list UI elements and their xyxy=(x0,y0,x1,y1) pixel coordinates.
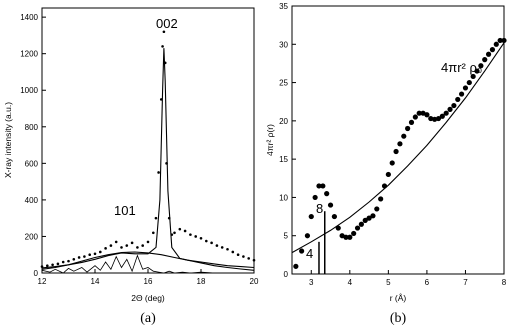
panel-a-data-point xyxy=(253,259,256,262)
panel-b-y-ticks xyxy=(279,2,296,279)
panel-b-data-point xyxy=(405,126,410,131)
panel-b-y-tick-label: 30 xyxy=(279,40,288,50)
panel-a-x-axis-label: 2Θ (deg) xyxy=(131,293,165,303)
panel-a-data-point xyxy=(136,246,139,249)
panel-b-y-tick-label: 20 xyxy=(279,116,288,126)
panel-a-data-point xyxy=(216,244,219,247)
panel-a-x-ticks xyxy=(38,269,259,286)
panel-a-data-point xyxy=(184,230,187,233)
panel-a-data-point xyxy=(194,235,197,238)
panel-a-data-point xyxy=(67,260,70,263)
panel-a-data-point xyxy=(155,217,158,220)
panel-b-data-point xyxy=(451,103,456,108)
panel-a-data-point xyxy=(205,240,208,243)
panel-a-data-point xyxy=(88,253,91,256)
panel-a-data-point xyxy=(210,242,213,245)
panel-a xyxy=(3,8,259,326)
panel-a-data-point xyxy=(115,241,118,244)
panel-b-x-ticks xyxy=(309,270,507,287)
panel-a-x-tick-label: 16 xyxy=(143,277,153,286)
panel-a-data-point xyxy=(131,242,134,245)
panel-b-x-tick-label: 8 xyxy=(501,278,507,287)
panel-b-data-point xyxy=(467,80,472,85)
panel-a-data-point xyxy=(247,257,250,260)
panel-b-data-point xyxy=(393,149,398,154)
panel-b-data-point xyxy=(424,112,429,117)
panel-b-data-point xyxy=(347,235,352,240)
panel-a-y-tick-label: 1200 xyxy=(20,49,38,59)
panel-a-data-point xyxy=(242,255,245,258)
panel-b-data-point xyxy=(501,38,506,43)
panel-b-y-tick-label: 0 xyxy=(283,270,288,279)
panel-a-data-point xyxy=(179,228,182,231)
panel-b-x-axis-label: r (Å) xyxy=(389,293,407,303)
panel-b-data-point xyxy=(359,222,364,227)
panel-a-x-tick-label: 20 xyxy=(249,277,259,286)
panel-b-caption: (b) xyxy=(389,311,407,326)
panel-a-data-point xyxy=(189,233,192,236)
panel-b-data-point xyxy=(299,248,304,253)
panel-b-data-point xyxy=(413,114,418,119)
panel-b-data-point xyxy=(320,183,325,188)
panel-b-data-point xyxy=(313,195,318,200)
panel-b-data-point xyxy=(409,120,414,125)
panel-a-fit-line-curve xyxy=(42,48,254,268)
panel-b xyxy=(265,2,507,326)
panel-b-data-point xyxy=(328,202,333,207)
panel-a-annotation-002: 002 xyxy=(156,16,178,31)
panel-b-x-tick-label: 6 xyxy=(424,278,430,287)
panel-b-y-tick-label: 10 xyxy=(279,193,288,203)
panel-b-y-tick-label: 35 xyxy=(279,2,288,11)
panel-a-y-tick-label: 1000 xyxy=(20,86,38,96)
panel-a-data-point xyxy=(173,231,176,234)
panel-b-data-point xyxy=(482,57,487,62)
panel-b-curve-label: 4πr² ρ₀ xyxy=(441,60,483,75)
panel-a-data-point xyxy=(46,264,49,267)
panel-a-data-point xyxy=(221,246,224,249)
panel-b-x-tick-label: 7 xyxy=(463,278,468,287)
panel-b-data-point xyxy=(390,160,395,165)
panel-a-y-tick-label: 200 xyxy=(24,232,38,242)
panel-a-y-tick-label: 400 xyxy=(24,195,38,205)
panel-a-data-point xyxy=(157,171,160,174)
panel-b-data-point xyxy=(455,97,460,102)
panel-b-data-point xyxy=(459,91,464,96)
panel-a-x-tick-label: 14 xyxy=(90,277,100,286)
panel-a-data-point xyxy=(104,247,107,250)
panel-a-data-point xyxy=(94,253,97,256)
panel-b-data-point xyxy=(351,231,356,236)
panel-a-data-point xyxy=(57,263,60,266)
panel-b-data-point xyxy=(401,134,406,139)
panel-a-data-point xyxy=(73,258,76,261)
panel-b-data-point xyxy=(447,107,452,112)
panel-b-data-point xyxy=(332,214,337,219)
panel-b-data-point xyxy=(355,225,360,230)
panel-a-data-point xyxy=(147,241,150,244)
panel-b-data-point xyxy=(486,52,491,57)
panel-a-annotation-101: 101 xyxy=(114,203,136,218)
panel-b-annotation-4: 4 xyxy=(306,246,314,261)
panel-b-data-point xyxy=(494,42,499,47)
panel-b-data-point xyxy=(490,47,495,52)
panel-b-data-point xyxy=(309,214,314,219)
panel-a-plot-area xyxy=(41,30,256,273)
panel-a-caption: (a) xyxy=(140,311,156,326)
panel-b-data-point xyxy=(444,111,449,116)
panel-a-data-point xyxy=(99,251,102,254)
panel-a-y-tick-label: 1400 xyxy=(20,13,38,23)
panel-a-data-point xyxy=(226,248,229,251)
panel-a-y-tick-label: 0 xyxy=(33,269,38,278)
panel-a-data-point xyxy=(51,263,54,266)
panel-a-data-point xyxy=(237,253,240,256)
panel-a-data-point xyxy=(120,246,123,249)
panel-b-data-point xyxy=(382,183,387,188)
panel-a-y-tick-label: 600 xyxy=(24,159,38,169)
panel-b-x-tick-label: 3 xyxy=(309,278,314,287)
panel-a-x-tick-label: 12 xyxy=(37,277,47,286)
panel-a-plot-frame xyxy=(42,8,254,273)
panel-a-x-tick-label: 18 xyxy=(196,277,206,286)
panel-b-data-point xyxy=(293,264,298,269)
panel-a-data-point xyxy=(78,256,81,259)
panel-b-data-point xyxy=(463,85,468,90)
panel-a-data-point xyxy=(110,244,113,247)
panel-a-data-point xyxy=(83,255,86,258)
panel-a-y-tick-label: 800 xyxy=(24,122,38,132)
panel-a-data-point xyxy=(232,251,235,254)
panel-b-data-point xyxy=(386,172,391,177)
panel-b-data-point xyxy=(305,233,310,238)
panel-b-x-tick-label: 4 xyxy=(347,278,353,287)
panel-b-y-tick-label: 25 xyxy=(279,78,288,88)
panel-b-data-point xyxy=(324,191,329,196)
panel-b-data-point xyxy=(374,206,379,211)
panel-a-data-point xyxy=(141,244,144,247)
panel-b-x-tick-label: 5 xyxy=(386,278,391,287)
panel-b-annotation-8: 8 xyxy=(316,201,324,216)
panel-a-data-point xyxy=(62,261,65,264)
panel-a-data-point xyxy=(126,244,129,247)
panel-b-data-point xyxy=(378,196,383,201)
panel-b-y-tick-label: 15 xyxy=(279,155,288,165)
panel-a-data-point xyxy=(161,45,164,48)
panel-b-y-tick-label: 5 xyxy=(283,231,288,241)
panel-b-y-axis-label: 4πr² ρ(r) xyxy=(265,124,275,156)
panel-a-data-point xyxy=(152,231,155,234)
panel-a-data-point xyxy=(200,237,203,240)
panel-a-y-axis-label: X-ray intensity (a.u.) xyxy=(3,101,13,179)
panel-b-data-point xyxy=(397,141,402,146)
panel-b-data-point xyxy=(370,213,375,218)
